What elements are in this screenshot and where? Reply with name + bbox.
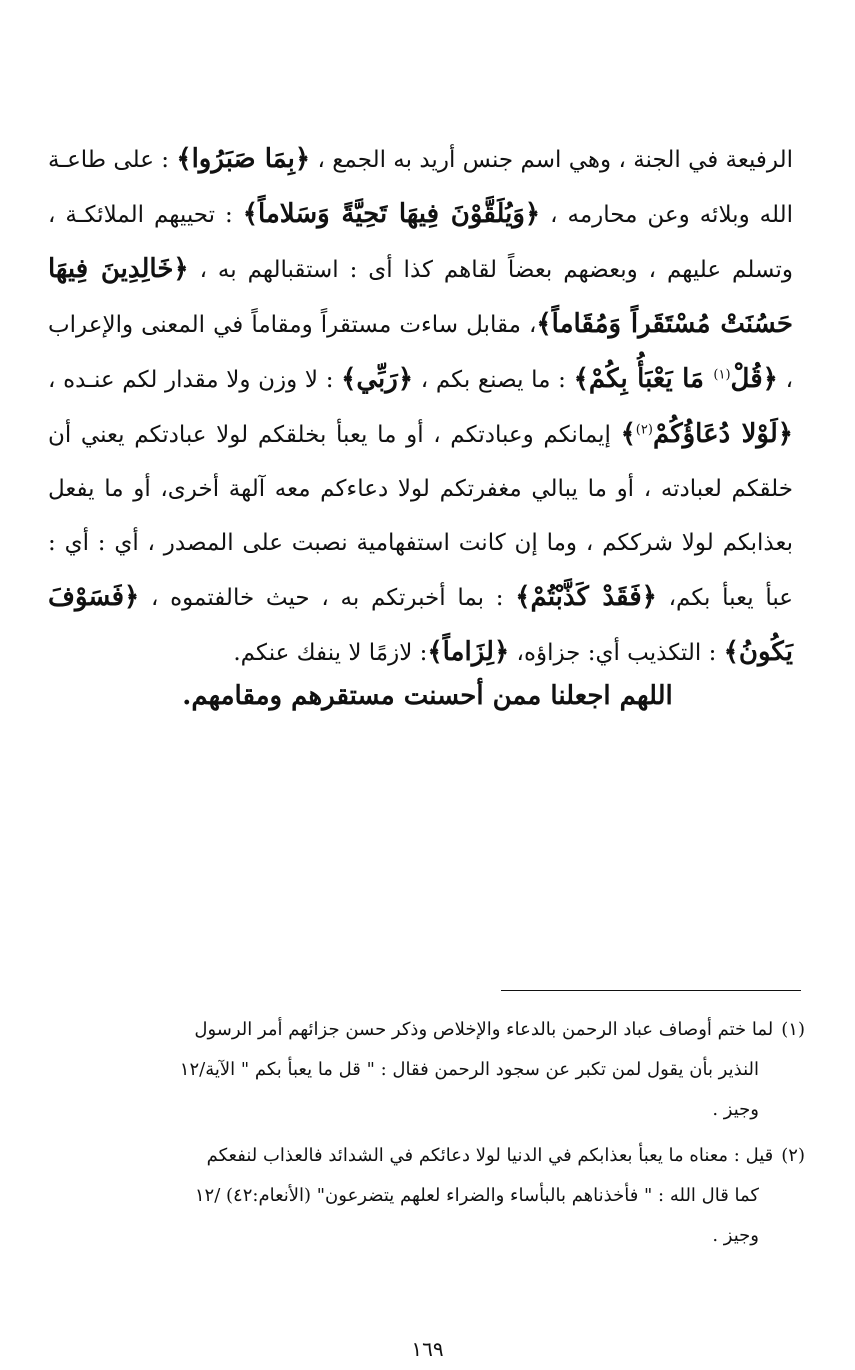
commentary-text: : لازمًا لا ينفك عنكم. — [233, 640, 428, 666]
commentary-text: : بما أخبرتكم به ، حيث خالفتموه ، — [139, 585, 516, 611]
commentary-text: ، مقابل ساءت مستقراً ومقاماً في المعنى والإعراب ، — [48, 312, 793, 393]
footnote-1 — [45, 1010, 805, 1130]
quran-quote: ﴿فَقَدْ كَذَّبْتُمْ﴾ — [515, 582, 657, 612]
commentary-text: : التكذيب أي: جزاؤه، — [509, 640, 724, 666]
footnote-line: وجيز . — [712, 1225, 759, 1246]
commentary-text: : على طاعـة الله وبلائه وعن محارمه ، — [48, 147, 793, 228]
footnote-line: النذير بأن يقول لمن تكبر عن سجود الرحمن فقال : " قل ما يعبأ بكم " الآية/١٢ — [179, 1059, 759, 1080]
main-text — [48, 132, 793, 680]
footnote-marker: (٢) — [635, 422, 653, 438]
footnote-number: (١) — [781, 1019, 805, 1040]
commentary-text: : تحييهم الملائكـة ، وتسلم عليهم ، وبعضهم بعضاً لقاهم كذا أى : استقبالهم به ، — [48, 202, 793, 283]
commentary-text: الرفيعة في الجنة ، وهي اسم جنس أريد به الجمع ، — [310, 147, 794, 173]
footnote-marker: (١) — [713, 367, 731, 383]
closing-supplication: اللهم اجعلنا ممن أحسنت مستقرهم ومقامهم. — [182, 681, 673, 711]
footnote-line: قيل : معناه ما يعبأ بعذابكم في الدنيا لولا دعائكم في الشدائد فالعذاب لنفعكم — [206, 1145, 774, 1166]
commentary-text: إيمانكم وعبادتكم ، أو ما يعبأ بخلقكم لولا عبادتكم يعني أن خلقكم لعبادته ، أو ما يبالي مغفرتكم لولا دعاءكم معه آلهة أخرى، أو ما يفعل بعذابكم لولا شرككم ، وما إن كانت استفهامية نصبت على المصدر ، أي : أي : عبأ يعبأ بكم، — [48, 422, 793, 611]
footnote-2 — [45, 1136, 805, 1256]
commentary-text: : لا وزن ولا مقدار لكم عنـده ، — [48, 367, 342, 393]
quran-quote: ﴿رَبِّي﴾ — [341, 364, 414, 394]
footnote-line: لما ختم أوصاف عباد الرحمن بالدعاء والإخلاص وذكر حسن جزائهم أمر الرسول — [194, 1019, 774, 1040]
quran-quote: ﴿خَالِدِينَ فِيهَا حَسُنَتْ مُسْتَقَراً وَمُقَاماً﴾ — [48, 254, 793, 339]
page-number: ١٦٩ — [411, 1337, 444, 1361]
footnote-line: وجيز . — [712, 1099, 759, 1120]
quran-quote: ﴿قُلْ — [730, 364, 778, 394]
footnote-line: كما قال الله : " فأخذناهم بالبأساء والضراء لعلهم يتضرعون" (الأنعام:٤٢) /١٢ — [194, 1185, 759, 1206]
quran-quote: ﴿وَيُلَقَّوْنَ فِيهَا تَحِيَّةً وَسَلاماً﴾ — [242, 199, 541, 229]
quran-quote: ﴿لِزَاماً﴾ — [427, 637, 510, 667]
footnotes — [45, 1010, 805, 1262]
footnote-separator — [501, 990, 801, 991]
quran-quote: ﴾ — [620, 419, 636, 449]
quran-quote: مَا يَعْبَأُ بِكُمْ﴾ — [573, 364, 714, 394]
commentary-paragraph — [48, 132, 793, 680]
footnote-number: (٢) — [781, 1145, 805, 1166]
quran-quote: ﴿فَسَوْفَ يَكُونُ﴾ — [48, 582, 793, 667]
commentary-text: : ما يصنع بكم ، — [413, 367, 574, 393]
quran-quote: ﴿لَوْلا دُعَاؤُكُمْ — [652, 419, 793, 449]
quran-quote: ﴿بِمَا صَبَرُوا﴾ — [176, 144, 311, 174]
